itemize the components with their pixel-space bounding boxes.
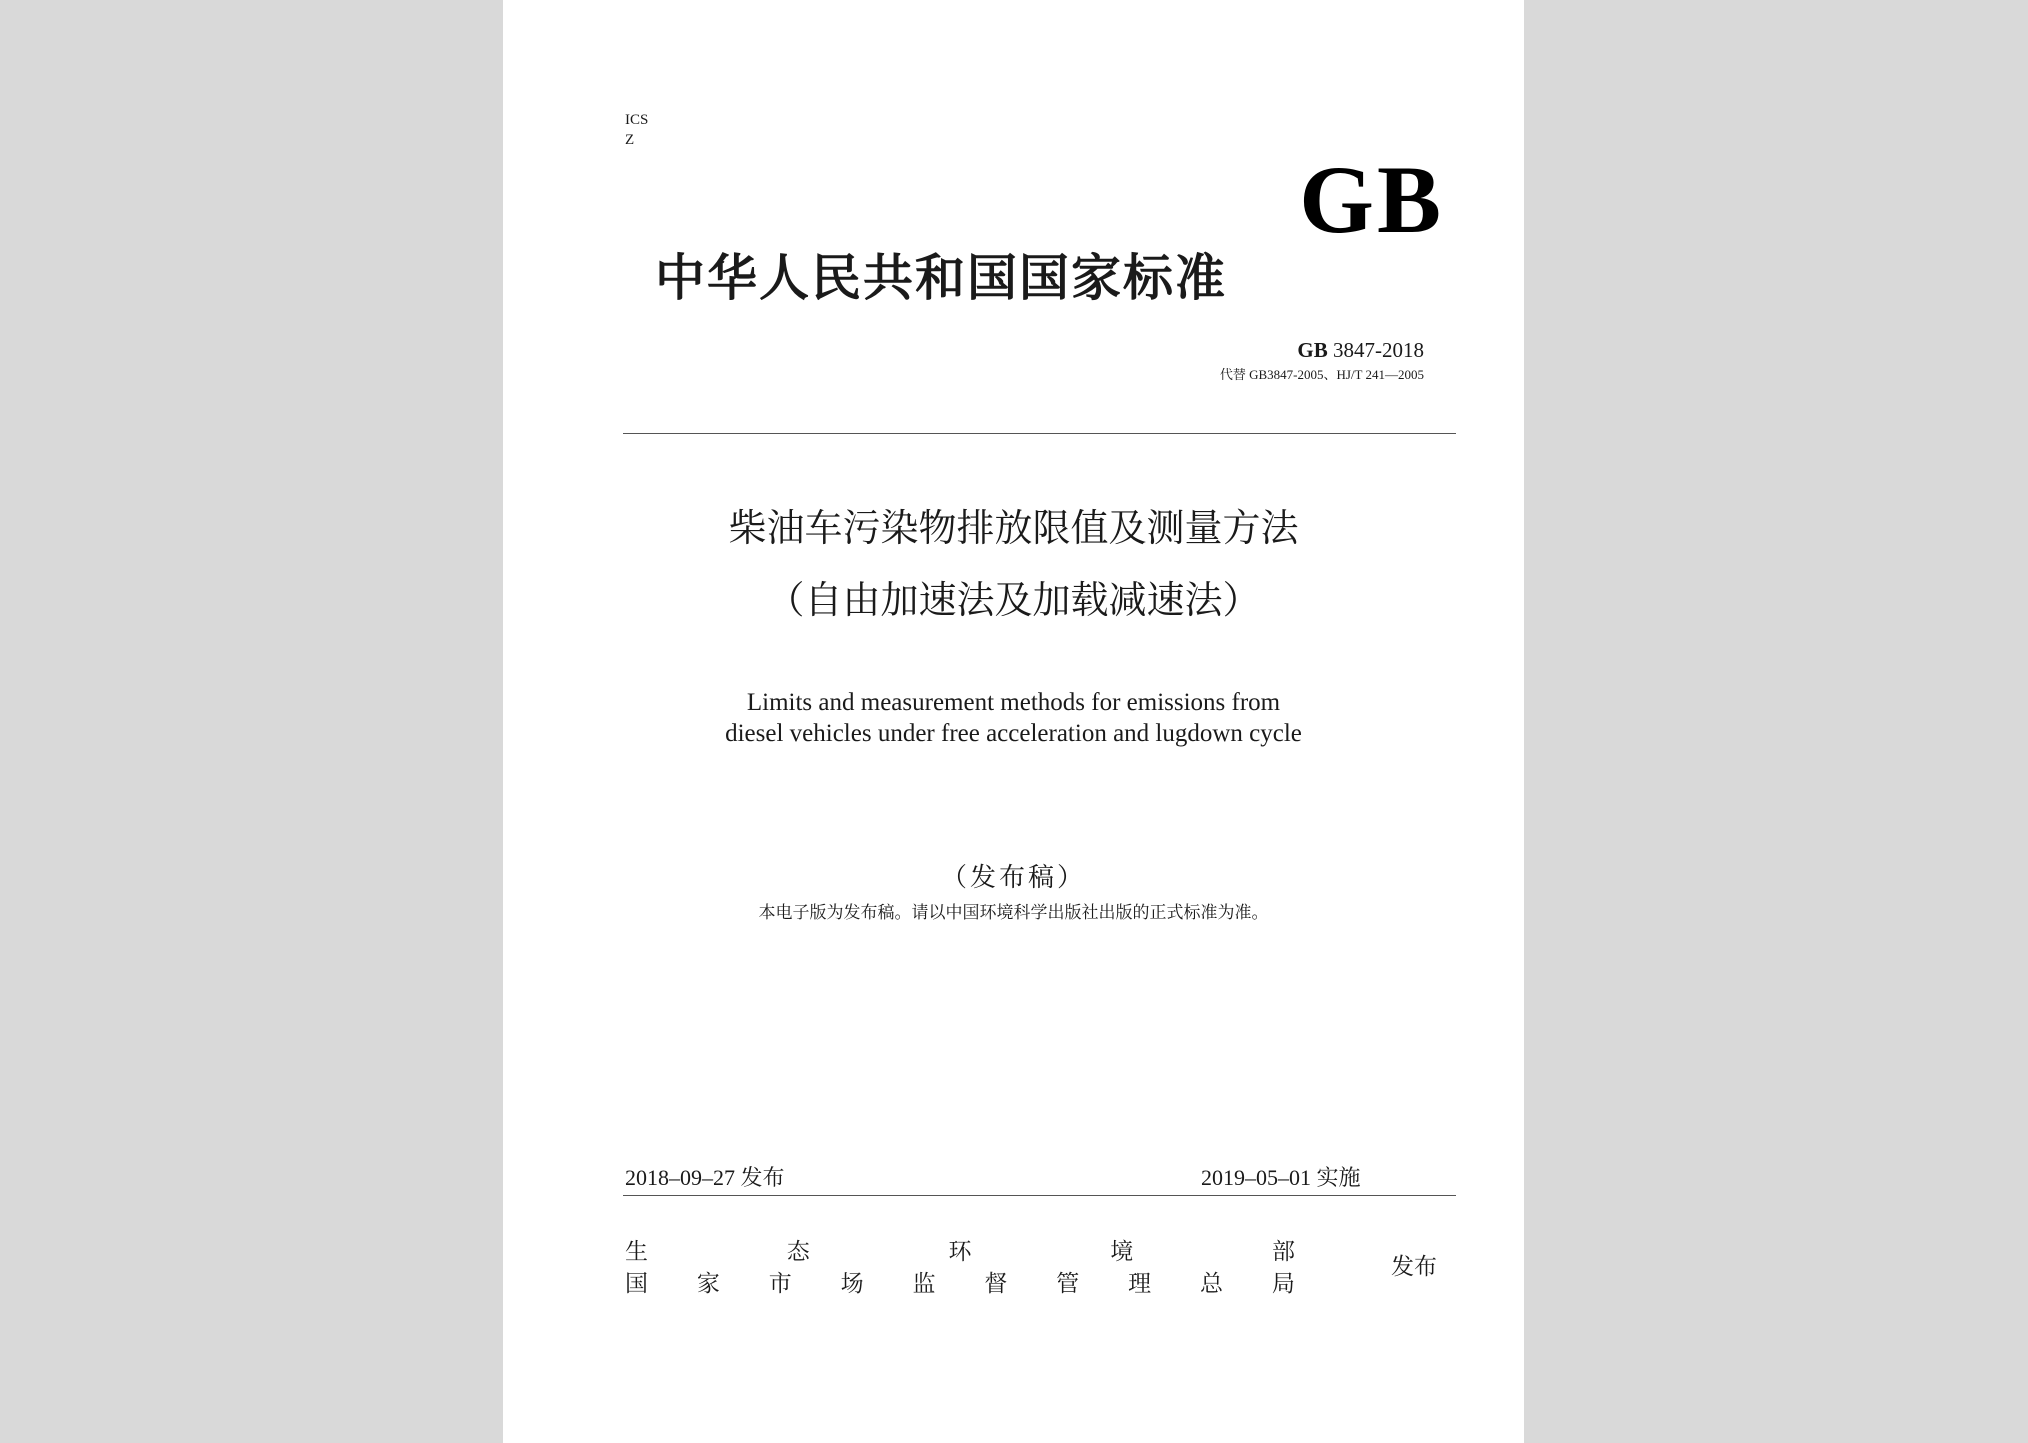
issuer-char: 国 — [625, 1271, 648, 1297]
issuer-char: 生 — [625, 1239, 648, 1265]
issuer-char: 局 — [1271, 1271, 1295, 1297]
effective-date: 2019–05–01 实施 — [1201, 1165, 1361, 1190]
issuer-char: 监 — [912, 1271, 936, 1297]
issuer-char: 总 — [1200, 1271, 1223, 1297]
footer-divider — [623, 1195, 1456, 1196]
z-label: Z — [625, 132, 635, 148]
issuer-row-1 — [625, 1237, 1295, 1267]
issuer-char: 市 — [768, 1271, 792, 1297]
header-divider — [623, 433, 1456, 434]
standard-number-prefix: GB — [1297, 338, 1328, 362]
issuer-char: 理 — [1128, 1271, 1152, 1297]
title-en-line2: diesel vehicles under free acceleration and lugdown cycle — [725, 720, 1302, 747]
issuer-char: 境 — [1110, 1239, 1134, 1265]
gb-logo: GB — [1299, 146, 1444, 253]
replaces-note: 代替 GB3847-2005、HJ/T 241—2005 — [1219, 367, 1424, 382]
standard-name: 中华人民共和国国家标准 — [655, 249, 1227, 307]
issuer-char: 环 — [948, 1239, 972, 1265]
title-cn-line2: （自由加速法及加载减速法） — [766, 578, 1261, 622]
draft-note: 本电子版为发布稿。请以中国环境科学出版社出版的正式标准为准。 — [758, 903, 1269, 923]
standard-number — [1297, 337, 1424, 363]
issuer-char: 家 — [696, 1271, 720, 1297]
issuer-row-2 — [625, 1269, 1295, 1299]
draft-label: （发布稿） — [940, 863, 1086, 893]
standard-number-value: 3847-2018 — [1333, 338, 1424, 362]
title-cn-line1: 柴油车污染物排放限值及测量方法 — [728, 506, 1299, 550]
issue-label: 发布 — [1391, 1254, 1437, 1280]
document-page — [503, 0, 1524, 1443]
ics-code-block — [625, 110, 648, 150]
issuer-char: 部 — [1272, 1239, 1295, 1265]
issue-date: 2018–09–27 发布 — [625, 1165, 785, 1190]
title-en-line1: Limits and measurement methods for emissions from — [746, 689, 1281, 716]
issuer-char: 场 — [840, 1271, 864, 1297]
issuer-char: 态 — [786, 1239, 810, 1265]
issuer-char: 管 — [1056, 1271, 1080, 1297]
ics-label: ICS — [625, 112, 649, 128]
issuer-char: 督 — [984, 1271, 1008, 1297]
